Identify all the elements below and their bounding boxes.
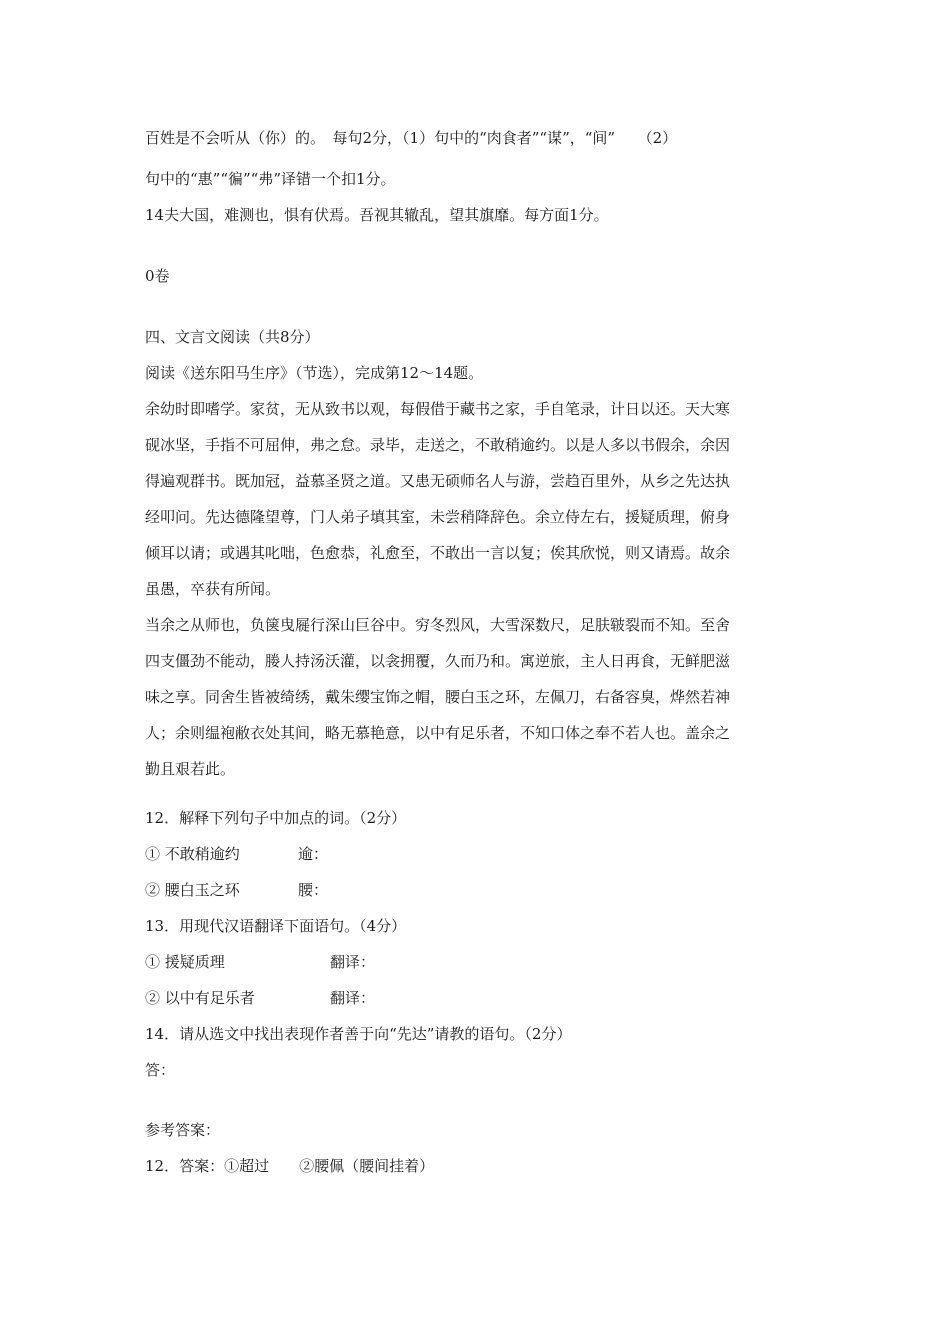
passage-line: 余幼时即嗜学。家贫，无从致书以观，每假借于藏书之家，手自笔录，计日以还。天大寒 xyxy=(145,400,731,418)
question-14-answer-label: 答： xyxy=(145,1061,176,1079)
q12-item-2-word: 腰： xyxy=(298,881,329,899)
q13-item-2-sentence: ② 以中有足乐者 xyxy=(145,989,255,1007)
passage-line: 倾耳以请；或遇其叱咄，色愈恭，礼愈至，不敢出一言以复；俟其欣悦，则又请焉。故余 xyxy=(145,544,731,562)
reference-answer-12: 12．答案：①超过 ②腰佩（腰间挂着） xyxy=(145,1157,435,1175)
section-heading: 四、文言文阅读（共8分） xyxy=(145,328,320,346)
passage-line: 味之享。同舍生皆被绮绣，戴朱缨宝饰之帽，腰白玉之环，左佩刀，右备容臭，烨然若神 xyxy=(145,688,731,706)
question-14-prompt: 14．请从选文中找出表现作者善于向“先达”请教的语句。（2分） xyxy=(145,1025,572,1043)
passage-line: 砚冰坚，手指不可屈伸，弗之怠。录毕，走送之，不敢稍逾约。以是人多以书假余，余因 xyxy=(145,436,731,454)
passage-line: 虽愚，卒获有所闻。 xyxy=(145,580,281,598)
answer-line-3: 14夫大国，难测也，惧有伏焉。吾视其辙乱，望其旗靡。每方面1分。 xyxy=(145,206,609,224)
section-instruction: 阅读《送东阳马生序》（节选），完成第12～14题。 xyxy=(145,364,484,382)
reference-heading: 参考答案： xyxy=(145,1121,221,1139)
answer-line-1: 百姓是不会听从（你）的。 每句2分，（1）句中的“肉食者”“谋”，“间” （2） xyxy=(145,129,678,147)
passage-line: 当余之从师也，负箧曳屣行深山巨谷中。穷冬烈风，大雪深数尺，足肤皲裂而不知。至舍 xyxy=(145,616,731,634)
passage-line: 得遍观群书。既加冠，益慕圣贤之道。又患无硕师名人与游，尝趋百里外，从乡之先达执 xyxy=(145,472,731,490)
answer-line-2: 句中的“惠”“徧”“弗”译错一个扣1分。 xyxy=(145,170,396,188)
q13-item-2-label: 翻译： xyxy=(330,989,376,1007)
q13-item-1-label: 翻译： xyxy=(330,953,376,971)
passage-line: 四支僵劲不能动，媵人持汤沃灌，以衾拥覆，久而乃和。寓逆旅，主人日再食，无鲜肥滋 xyxy=(145,652,731,670)
q12-item-2-sentence: ② 腰白玉之环 xyxy=(145,881,240,899)
passage-line: 经叩问。先达德隆望尊，门人弟子填其室，未尝稍降辞色。余立侍左右，援疑质理，俯身 xyxy=(145,508,731,526)
passage-line: 勤且艰若此。 xyxy=(145,760,236,778)
volume-label: 0卷 xyxy=(145,267,170,285)
question-13-prompt: 13．用现代汉语翻译下面语句。（4分） xyxy=(145,917,407,935)
passage-line: 人；余则缊袍敝衣处其间，略无慕艳意，以中有足乐者，不知口体之奉不若人也。盖余之 xyxy=(145,724,731,742)
q13-item-1-sentence: ① 援疑质理 xyxy=(145,953,225,971)
q12-item-1-sentence: ① 不敢稍逾约 xyxy=(145,845,240,863)
q12-item-1-word: 逾： xyxy=(298,845,329,863)
question-12-prompt: 12．解释下列句子中加点的词。（2分） xyxy=(145,809,407,827)
